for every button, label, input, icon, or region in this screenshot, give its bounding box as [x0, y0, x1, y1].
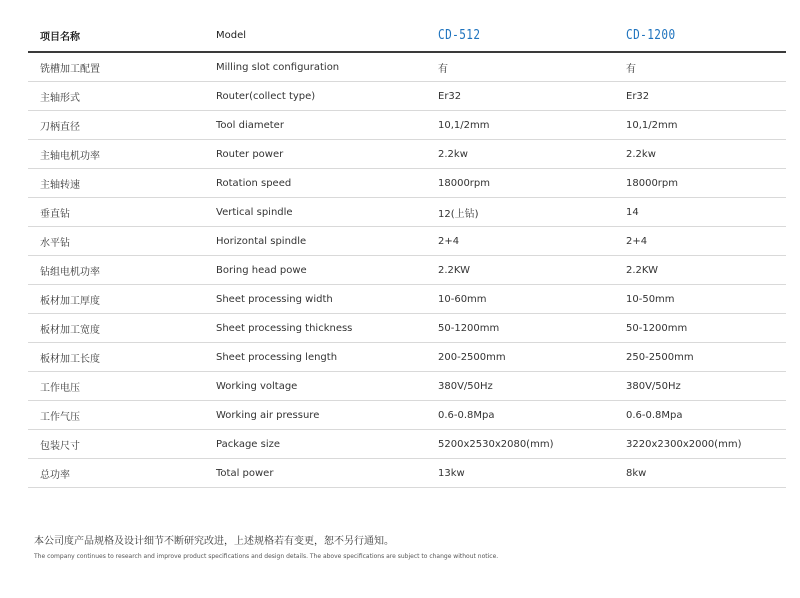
row-label-en: Router power: [216, 148, 284, 160]
row-value-cd512: 10-60mm: [438, 293, 487, 305]
table-row: [28, 285, 786, 314]
row-value-cd512: 10,1/2mm: [438, 119, 490, 131]
row-label-cn: 工作气压: [40, 411, 80, 423]
row-label-en: Horizontal spindle: [216, 235, 307, 247]
row-label-en: Boring head powe: [216, 264, 307, 276]
notice-chinese: 本公司度产品规格及设计细节不断研究改进，上述规格若有变更，恕不另行通知。: [34, 536, 394, 547]
row-value-cd512: 有: [438, 63, 448, 75]
row-label-en: Sheet processing thickness: [216, 322, 353, 334]
table-row: [28, 198, 786, 227]
row-value-cd1200: 10-50mm: [626, 293, 675, 305]
row-value-cd512: 380V/50Hz: [438, 380, 493, 392]
row-label-cn: 包装尺寸: [40, 440, 80, 452]
row-label-en: Package size: [216, 438, 281, 450]
row-label-cn: 总功率: [40, 469, 70, 481]
row-label-en: Vertical spindle: [216, 206, 293, 218]
row-value-cd1200: 2+4: [626, 235, 648, 247]
row-value-cd512: 0.6-0.8Mpa: [438, 409, 495, 421]
row-value-cd1200: 18000rpm: [626, 177, 679, 189]
table-row: [28, 227, 786, 256]
row-label-cn: 板材加工长度: [40, 353, 100, 365]
row-value-cd1200: 50-1200mm: [626, 322, 688, 334]
row-label-cn: 刀柄直径: [40, 121, 80, 133]
row-label-en: Sheet processing length: [216, 351, 338, 363]
row-value-cd1200: 0.6-0.8Mpa: [626, 409, 683, 421]
row-value-cd1200: 14: [626, 206, 639, 218]
row-label-cn: 垂直钻: [40, 208, 70, 220]
row-value-cd1200: 3220x2300x2000(mm): [626, 438, 742, 450]
header-model: Model: [216, 30, 247, 41]
row-label-en: Sheet processing width: [216, 293, 333, 305]
row-value-cd1200: 380V/50Hz: [626, 380, 681, 392]
notice-english: The company continues to research and improve product specifications and design details. The above specifications are subject to change without notice.: [34, 553, 499, 560]
header-item-name: 项目名称: [40, 32, 80, 43]
row-value-cd512: 13kw: [438, 467, 465, 479]
row-label-cn: 主轴电机功率: [40, 150, 100, 162]
table-row: [28, 82, 786, 111]
row-label-en: Tool diameter: [216, 119, 284, 131]
row-value-cd1200: 8kw: [626, 467, 647, 479]
row-value-cd1200: 2.2KW: [626, 264, 658, 276]
table-row: [28, 372, 786, 401]
row-label-en: Milling slot configuration: [216, 61, 340, 73]
row-value-cd512: 50-1200mm: [438, 322, 500, 334]
row-label-cn: 钻组电机功率: [40, 266, 100, 278]
table-row: [28, 140, 786, 169]
row-value-cd512: 2.2kw: [438, 148, 468, 160]
table-row: [28, 169, 786, 198]
row-value-cd512: 2.2KW: [438, 264, 470, 276]
table-row: [28, 314, 786, 343]
table-row: [28, 401, 786, 430]
row-value-cd1200: 有: [626, 63, 636, 75]
row-label-en: Total power: [216, 467, 274, 479]
row-label-cn: 主轴转速: [40, 179, 80, 191]
table-body: [28, 53, 786, 488]
row-value-cd512: 18000rpm: [438, 177, 491, 189]
spec-table: [28, 20, 786, 488]
row-label-en: Rotation speed: [216, 177, 292, 189]
row-label-cn: 主轴形式: [40, 92, 80, 104]
row-value-cd512: 5200x2530x2080(mm): [438, 438, 554, 450]
row-value-cd512: 200-2500mm: [438, 351, 506, 363]
row-value-cd512: 12(上钻): [438, 208, 479, 220]
notice: [34, 532, 774, 560]
table-row: [28, 111, 786, 140]
table-row: [28, 53, 786, 82]
row-label-cn: 工作电压: [40, 382, 80, 394]
row-label-en: Working air pressure: [216, 409, 320, 421]
row-value-cd512: 2+4: [438, 235, 460, 247]
row-label-cn: 板材加工宽度: [40, 324, 100, 336]
row-label-cn: 铣槽加工配置: [40, 63, 100, 75]
row-value-cd1200: 2.2kw: [626, 148, 656, 160]
row-value-cd1200: 250-2500mm: [626, 351, 694, 363]
table-row: [28, 256, 786, 285]
header-model-cd512: CD-512: [438, 28, 481, 43]
table-header: [28, 20, 786, 53]
row-label-cn: 水平钻: [40, 237, 70, 249]
table-row: [28, 430, 786, 459]
row-value-cd1200: 10,1/2mm: [626, 119, 678, 131]
header-model-cd1200: CD-1200: [626, 28, 676, 43]
row-label-en: Working voltage: [216, 380, 298, 392]
row-value-cd512: Er32: [438, 90, 462, 102]
table-row: [28, 459, 786, 488]
row-value-cd1200: Er32: [626, 90, 650, 102]
row-label-en: Router(collect type): [216, 90, 316, 102]
row-label-cn: 板材加工厚度: [40, 295, 100, 307]
table-row: [28, 343, 786, 372]
